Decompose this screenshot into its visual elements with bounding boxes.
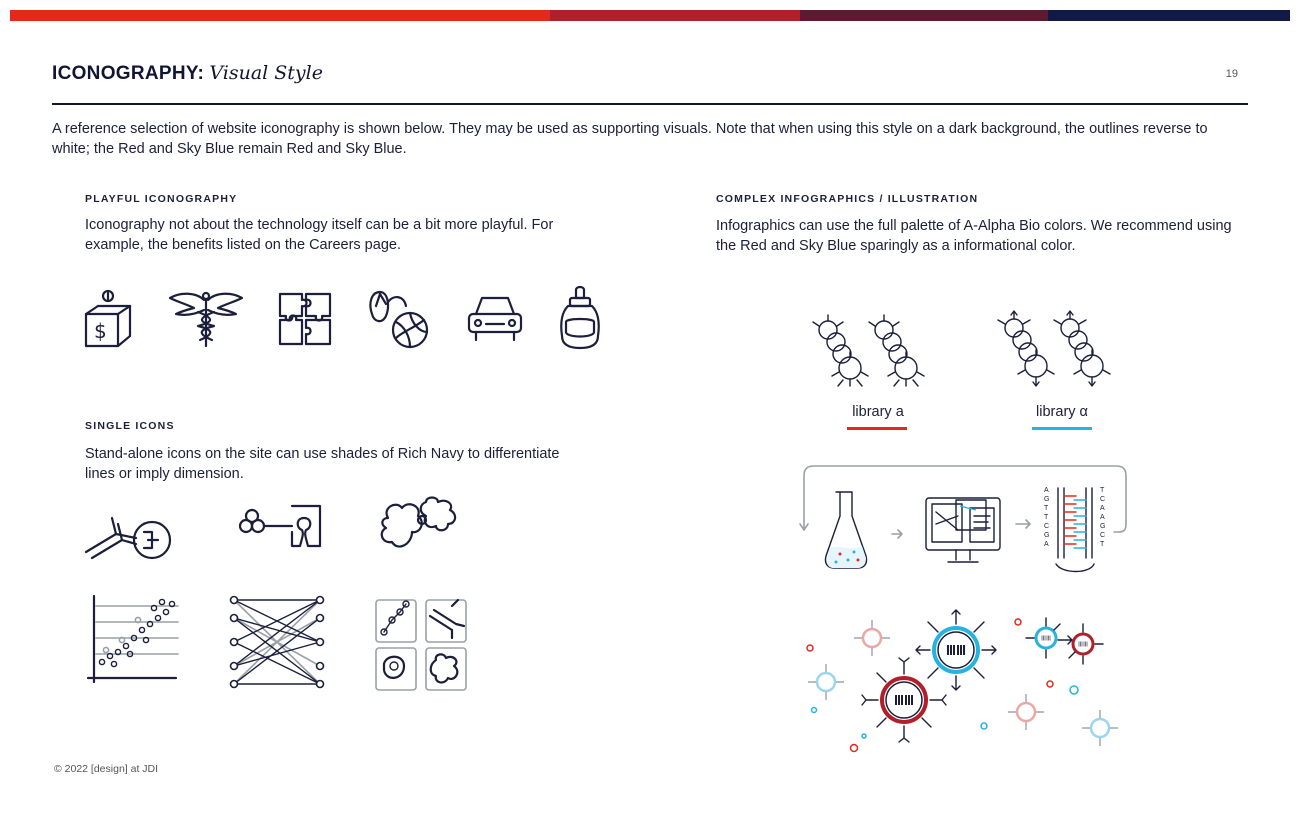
dna-letter: C	[1100, 532, 1106, 539]
complex-label: COMPLEX INFOGRAPHICS / ILLUSTRATION	[716, 193, 979, 205]
playful-body: Iconography not about the technology itself can be a bit more playful. For example, the benefits listed on the Careers page.	[85, 217, 554, 253]
bar-segment-red-dark	[550, 10, 800, 21]
dna-letter: G	[1044, 496, 1050, 503]
dna-right-letters	[1100, 486, 1108, 549]
dna-letter: A	[1044, 487, 1049, 494]
dna-letter: A	[1100, 505, 1105, 512]
molecule-key-icon	[234, 500, 326, 552]
complex-body: Infographics can use the full palette of A-Alpha Bio colors. We recommend using the Red and Sky Blue sparingly as a informational color.	[716, 218, 1232, 254]
bar-segment-navy	[1048, 10, 1290, 21]
process-loop-diagram	[800, 464, 1128, 578]
dna-letter: A	[1044, 541, 1049, 548]
caduceus-icon	[168, 290, 244, 348]
dna-letter: C	[1100, 496, 1106, 503]
footer-copyright: © 2022 [design] at JDI	[54, 763, 159, 775]
dna-letter: T	[1044, 514, 1049, 521]
library-alpha-label: library α	[1036, 404, 1088, 420]
flipflop-beachball-icon	[366, 288, 432, 350]
blob-cells-icon	[378, 494, 468, 558]
top-color-bar	[10, 10, 1290, 21]
svg-text:$: $	[94, 319, 107, 343]
bar-segment-maroon	[800, 10, 1048, 21]
library-a-label: library a	[852, 404, 904, 420]
four-panel-grid-icon	[374, 596, 472, 692]
money-box-icon	[82, 288, 136, 348]
dna-letter: T	[1100, 487, 1105, 494]
page-title-italic: Visual Style	[209, 62, 323, 84]
library-a-underline	[847, 427, 907, 430]
car-icon	[466, 294, 524, 344]
dna-letter: C	[1044, 523, 1050, 530]
page-number: 19	[1225, 68, 1238, 80]
dna-letter: T	[1100, 541, 1105, 548]
library-a-cluster-icon	[808, 310, 932, 390]
intro-paragraph: A reference selection of website iconography is shown below. They may be used as supporting visuals. Note that when using this style on a dark background, the outlines reverse to white; the Red and Sky Blue remain Red and Sky Blue.	[52, 121, 1208, 157]
page-title	[52, 62, 323, 85]
dna-left-letters	[1044, 486, 1052, 549]
single-label: SINGLE ICONS	[85, 420, 175, 432]
single-body: Stand-alone icons on the site can use shades of Rich Navy to differentiate lines or imply dimension.	[85, 446, 560, 482]
library-alpha-cluster-icon	[994, 308, 1118, 390]
dna-letter: T	[1044, 505, 1049, 512]
network-graph-icon	[230, 596, 324, 688]
antibody-binding-icon	[82, 510, 174, 560]
page-title-bold: ICONOGRAPHY:	[52, 63, 205, 84]
puzzle-icon	[278, 292, 332, 346]
cell-interaction-illustration	[800, 604, 1130, 760]
bar-segment-red	[10, 10, 550, 21]
playful-label: PLAYFUL ICONOGRAPHY	[85, 193, 238, 205]
dna-letter: A	[1100, 514, 1105, 521]
dna-letter: G	[1100, 523, 1106, 530]
dna-letter: G	[1044, 532, 1050, 539]
scatter-plot-icon	[88, 594, 180, 688]
header-divider	[52, 103, 1248, 105]
library-alpha-underline	[1032, 427, 1092, 430]
baby-bottle-icon	[558, 286, 602, 350]
